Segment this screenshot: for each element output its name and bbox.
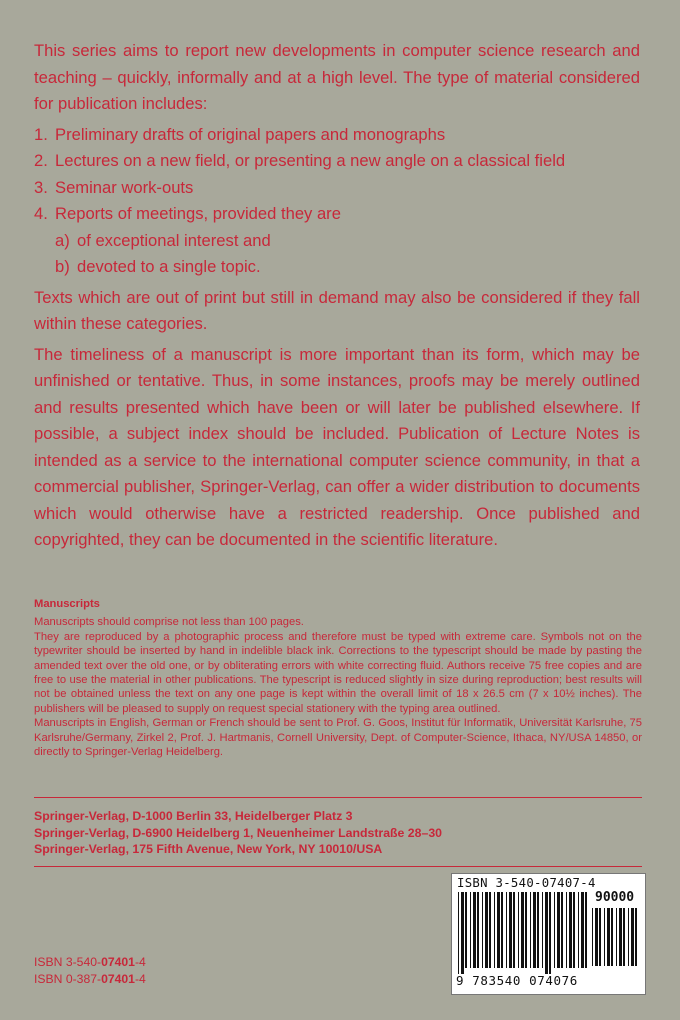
barcode-bar (616, 908, 617, 966)
sub-list-letter: a) (55, 230, 70, 250)
barcode-bar (628, 908, 629, 966)
barcode-bar (595, 908, 598, 966)
barcode-isbn-text: ISBN 3-540-07407-4 (457, 876, 596, 890)
list-number: 2. (34, 151, 48, 170)
list-item (34, 175, 640, 202)
list-text: Seminar work-outs (55, 177, 194, 197)
manuscripts-heading: Manuscripts (34, 598, 100, 610)
barcode-bar (494, 892, 495, 968)
barcode-addon-bars (592, 908, 640, 972)
barcode-bar (473, 892, 476, 968)
manuscripts-length-text: Manuscripts should comprise not less than 100 pages. (34, 616, 304, 629)
barcode-bar (518, 892, 519, 968)
barcode-bar (635, 908, 637, 966)
isbn-block (34, 954, 146, 988)
barcode-bar (461, 892, 464, 974)
list-item (34, 148, 640, 175)
barcode-bar (533, 892, 536, 968)
barcode-bar (545, 892, 548, 974)
barcode-bar (569, 892, 572, 968)
address-new-york: Springer-Verlag, 175 Fifth Avenue, New York, NY 10010/USA (34, 842, 383, 856)
barcode-bar (465, 892, 467, 968)
publisher-addresses (34, 808, 642, 858)
sub-list-letter: b) (55, 257, 70, 276)
isbn-line-1: ISBN 3-540-07401-4 (34, 955, 146, 969)
barcode-bar (525, 892, 527, 968)
barcode-bar (501, 892, 503, 968)
list-text: Preliminary drafts of original papers and monographs (55, 124, 446, 144)
barcode-bar (554, 892, 555, 968)
manuscripts-section (34, 597, 642, 759)
barcode-bar (573, 892, 575, 968)
barcode-bar (489, 892, 491, 968)
barcode-bar (619, 908, 622, 966)
barcode (451, 873, 646, 995)
barcode-bar (482, 892, 483, 968)
list-text: Reports of meetings, provided they are (55, 204, 341, 223)
timeliness-paragraph: The timeliness of a manuscript is more important than its form, which may be unfinished or tentative. Thus, in some instances, proofs may be merely outlined and results presented which have been or will later be published elsewhere. If possible, a subject index should be included. Publication of Lecture Notes is intended as a service to the international computer science community, in that a commercial publisher, Springer-Verlag, can offer a wider distribution to documents which would otherwise have a restricted readership. Once published and copyrighted, they can be documented in the scientific literature. (34, 344, 640, 549)
list-number: 1. (34, 124, 48, 144)
intro-paragraph: This series aims to report new developments in computer science research and teaching – quickly, informally and at a high level. The type of material considered for publication includes: (34, 41, 640, 113)
barcode-bar (604, 908, 605, 966)
barcode-ean-text: 9 783540 074076 (456, 973, 578, 988)
address-berlin: Springer-Verlag, D-1000 Berlin 33, Heidelberger Platz 3 (34, 809, 353, 823)
barcode-bar (458, 892, 459, 974)
barcode-bar (497, 892, 500, 968)
barcode-bar (506, 892, 507, 968)
barcode-bar (509, 892, 512, 968)
barcode-bar (623, 908, 625, 966)
barcode-bar (485, 892, 488, 968)
barcode-bar (530, 892, 531, 968)
list-number: 4. (34, 204, 48, 223)
sub-list-item (34, 254, 640, 281)
barcode-bars (458, 892, 590, 974)
barcode-bar (549, 892, 551, 974)
barcode-bar (561, 892, 563, 968)
address-heidelberg: Springer-Verlag, D-6900 Heidelberg 1, Neuenheimer Landstraße 28–30 (34, 825, 443, 840)
barcode-bar (578, 892, 579, 968)
barcode-bar (521, 892, 524, 968)
sub-list-item (34, 228, 640, 255)
manuscripts-typing-text: They are reproduced by a photographic process and therefore must be typed with extreme care. Symbols not on the typewriter should be inserted by hand in indelible black ink. Corrections to the typescript should be made by pasting the amended text over the old one, or by obliterating errors with white correcting fluid. Authors receive 75 free copies and are free to use the material in other publications. The typescript is reduced slightly in size during reproduction; best results will not be obtained unless the text on any one page is kept within the overall limit of 18 x 26.5 cm (7 x 10½ inches). The publishers will be pleased to supply on request special stationery with the typing area outlined. (34, 630, 642, 715)
barcode-bar (599, 908, 601, 966)
barcode-bar (607, 908, 610, 966)
isbn-line-2: ISBN 0-387-07401-4 (34, 972, 146, 986)
barcode-bar (581, 892, 584, 968)
sub-list-text: devoted to a single topic. (77, 257, 261, 276)
manuscripts-submission-text: Manuscripts in English, German or French should be sent to Prof. G. Goos, Institut für Informatik, Universität Karlsruhe, 75 Karlsruhe/Germany, Zirkel 2, Prof. J. Hartmanis, Cornell University, Dept. of Computer-Science, Ithaca, NY/USA 14850, or directly to Springer-Verlag Heidelberg. (34, 717, 642, 759)
list-number: 3. (34, 177, 48, 197)
barcode-bar (557, 892, 560, 968)
sub-list-text: of exceptional interest and (77, 230, 271, 250)
list-item (34, 122, 640, 149)
list-item (34, 201, 640, 228)
divider-top (34, 797, 642, 798)
series-description (34, 38, 640, 554)
barcode-addon-text: 90000 (595, 890, 635, 905)
barcode-bar (542, 892, 543, 968)
barcode-bar (592, 908, 593, 966)
barcode-bar (537, 892, 539, 968)
barcode-bar (477, 892, 479, 968)
barcode-bar (585, 892, 587, 968)
barcode-bar (611, 908, 613, 966)
divider-bottom (34, 866, 642, 867)
barcode-bar (470, 892, 471, 968)
barcode-bar (513, 892, 515, 968)
barcode-bar (631, 908, 634, 966)
out-of-print-paragraph: Texts which are out of print but still in demand may also be considered if they fall within these categories. (34, 287, 640, 333)
list-text: Lectures on a new field, or presenting a new angle on a classical field (55, 151, 566, 170)
barcode-bar (566, 892, 567, 968)
